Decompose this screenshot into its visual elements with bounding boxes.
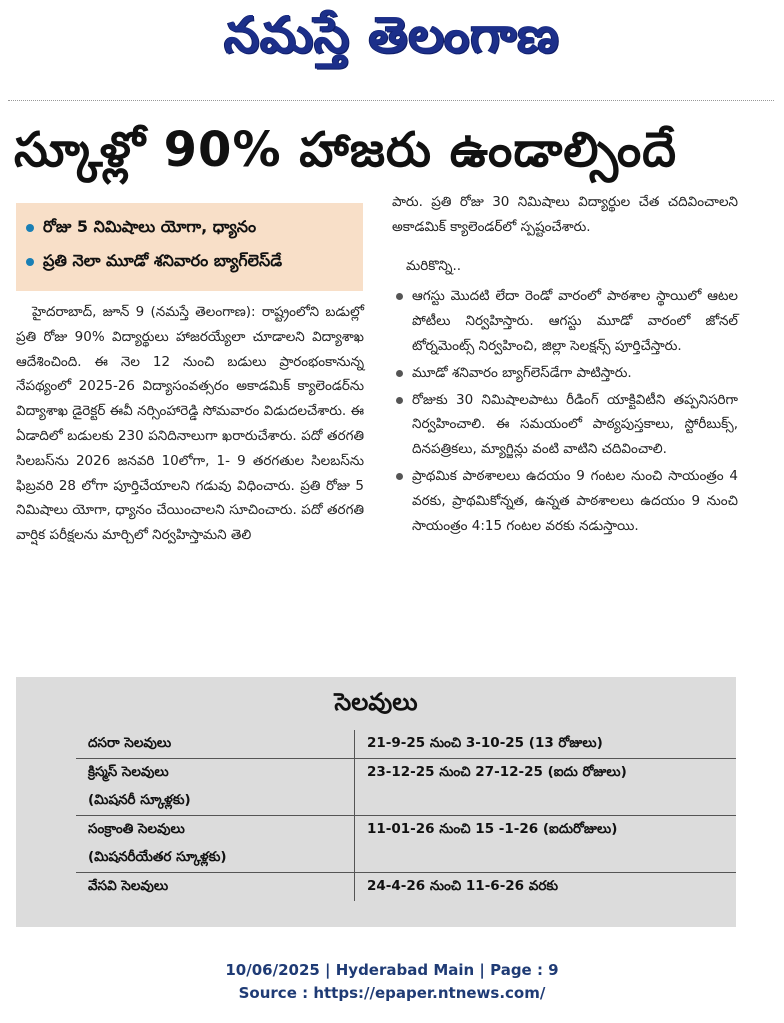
highlight-text: ప్రతి నెలా మూడో శనివారం బ్యాగ్‌లెస్‌డే (43, 250, 283, 270)
bullet-icon (26, 258, 34, 266)
holiday-dates: 23-12-25 నుంచి 27-12-25 (ఐదు రోజులు) (355, 759, 737, 788)
holidays-box (16, 677, 736, 927)
holiday-dates: 24-4-26 నుంచి 11-6-26 వరకు (355, 873, 737, 902)
list-item: రోజుకు 30 నిమిషాలపాటు రీడింగ్ యాక్టివిటీని తప్పనిసరిగా నిర్వహించాలి. ఈ సమయంలో పాఠ్యపుస్తకాలు, స్టోరీబుక్స్, దినపత్రికలు, మ్యాగ్జిన్లు వంటి వాటిని చదివించాలి. (392, 388, 738, 462)
subheading: మరికొన్ని.. (406, 257, 462, 274)
article-paragraph-continued: పారు. ప్రతి రోజు 30 నిమిషాలు విద్యార్థుల చేత చదివించాలని అకాడమిక్ క్యాలెండర్‌లో స్పష్టంచేశారు. (392, 194, 738, 235)
highlight-text: రోజు 5 నిమిషాలు యోగా, ధ్యానం (43, 216, 257, 236)
list-item: ప్రాథమిక పాఠశాలలు ఉదయం 9 గంటల నుంచి సాయంత్రం 4 వరకు, ప్రాథమికోన్నత, ఉన్నత పాఠశాలలు ఉదయం 9 నుంచి సాయంత్రం 4:15 గంటల వరకు నడుస్తాయి. (392, 464, 738, 538)
highlight-item (26, 211, 353, 245)
holiday-name: దసరా సెలవులు (88, 734, 172, 751)
table-row (76, 816, 736, 845)
article-body-left-column (16, 300, 364, 548)
footer-edition-info: 10/06/2025 | Hyderabad Main | Page : 9 (225, 961, 559, 979)
masthead-divider (8, 100, 774, 101)
table-row (76, 787, 736, 816)
holiday-note: (మిషనరీయేతర స్కూళ్లకు) (88, 848, 227, 865)
holiday-note: (మిషనరీ స్కూళ్లకు) (88, 791, 191, 808)
article-body-right-column (392, 190, 738, 540)
newspaper-masthead (0, 0, 784, 82)
table-row (76, 759, 736, 788)
key-points-list (392, 284, 738, 538)
table-row (76, 730, 736, 759)
holiday-name: వేసవి సెలవులు (76, 873, 355, 902)
holidays-table (76, 730, 736, 901)
holiday-dates: 21-9-25 నుంచి 3-10-25 (13 రోజులు) (355, 730, 737, 759)
table-row (76, 873, 736, 902)
holiday-name: క్రిస్మస్ సెలవులు (76, 759, 355, 788)
bullet-icon (26, 224, 34, 232)
table-row (76, 844, 736, 873)
highlight-item (26, 245, 353, 279)
holiday-name: సంక్రాంతి సెలవులు (76, 816, 355, 845)
list-item: ఆగస్టు మొదటి లేదా రెండో వారంలో పాఠశాల స్థాయిలో ఆటల పోటీలు నిర్వహిస్తారు. ఆగస్టు మూడో వారంలో జోనల్ టోర్నమెంట్స్ నిర్వహించి, జిల్లా సెలక్షన్స్ పూర్తిచేస్తారు. (392, 284, 738, 358)
empty-cell (355, 787, 737, 816)
empty-cell (355, 844, 737, 873)
masthead-title: నమస్తే తెలంగాణ (224, 5, 560, 64)
article-paragraph: హైదరాబాద్, జూన్ 9 (నమస్తే తెలంగాణ): రాష్ట్రంలోని బడుల్లో ప్రతి రోజు 90% విద్యార్థులు హాజరయ్యేలా చూడాలని విద్యాశాఖ ఆదేశించింది. ఈ నెల 12 నుంచి బడులు ప్రారంభంకానున్న నేపథ్యంలో 2025-26 విద్యాసంవత్సరం అకాడమిక్ క్యాలెండర్‌ను విద్యాశాఖ డైరెక్టర్ ఈవీ నర్సింహారెడ్డి సోమవారం విడుదలచేశారు. ఈ ఏడాదిలో బడులకు 230 పనిదినాలుగా ఖరారుచేశారు. పదో తరగతి సిలబస్‌ను 2026 జనవరి 10లోగా, 1- 9 తరగతుల సిలబస్‌ను ఫిబ్రవరి 28 లోగా పూర్తిచేయాలని గడువు విధించారు. ప్రతి రోజు 5 నిమిషాలు యోగా, ధ్యానం చేయించాలని సూచించారు. పదో తరగతి వార్షిక పరీక్షలను మార్చిలో నిర్వహిస్తామని తెలి (16, 304, 364, 544)
footer-source-link[interactable]: Source : https://epaper.ntnews.com/ (238, 984, 546, 1002)
holiday-dates: 11-01-26 నుంచి 15 -1-26 (ఐదురోజులు) (355, 816, 737, 845)
article-headline: స్కూళ్లో 90% హాజరు ఉండాల్సిందే (14, 122, 678, 178)
highlights-box (16, 203, 363, 291)
list-item: మూడో శనివారం బ్యాగ్‌లెస్‌డేగా పాటిస్తారు. (392, 361, 738, 386)
holidays-title: సెలవులు (334, 688, 418, 716)
